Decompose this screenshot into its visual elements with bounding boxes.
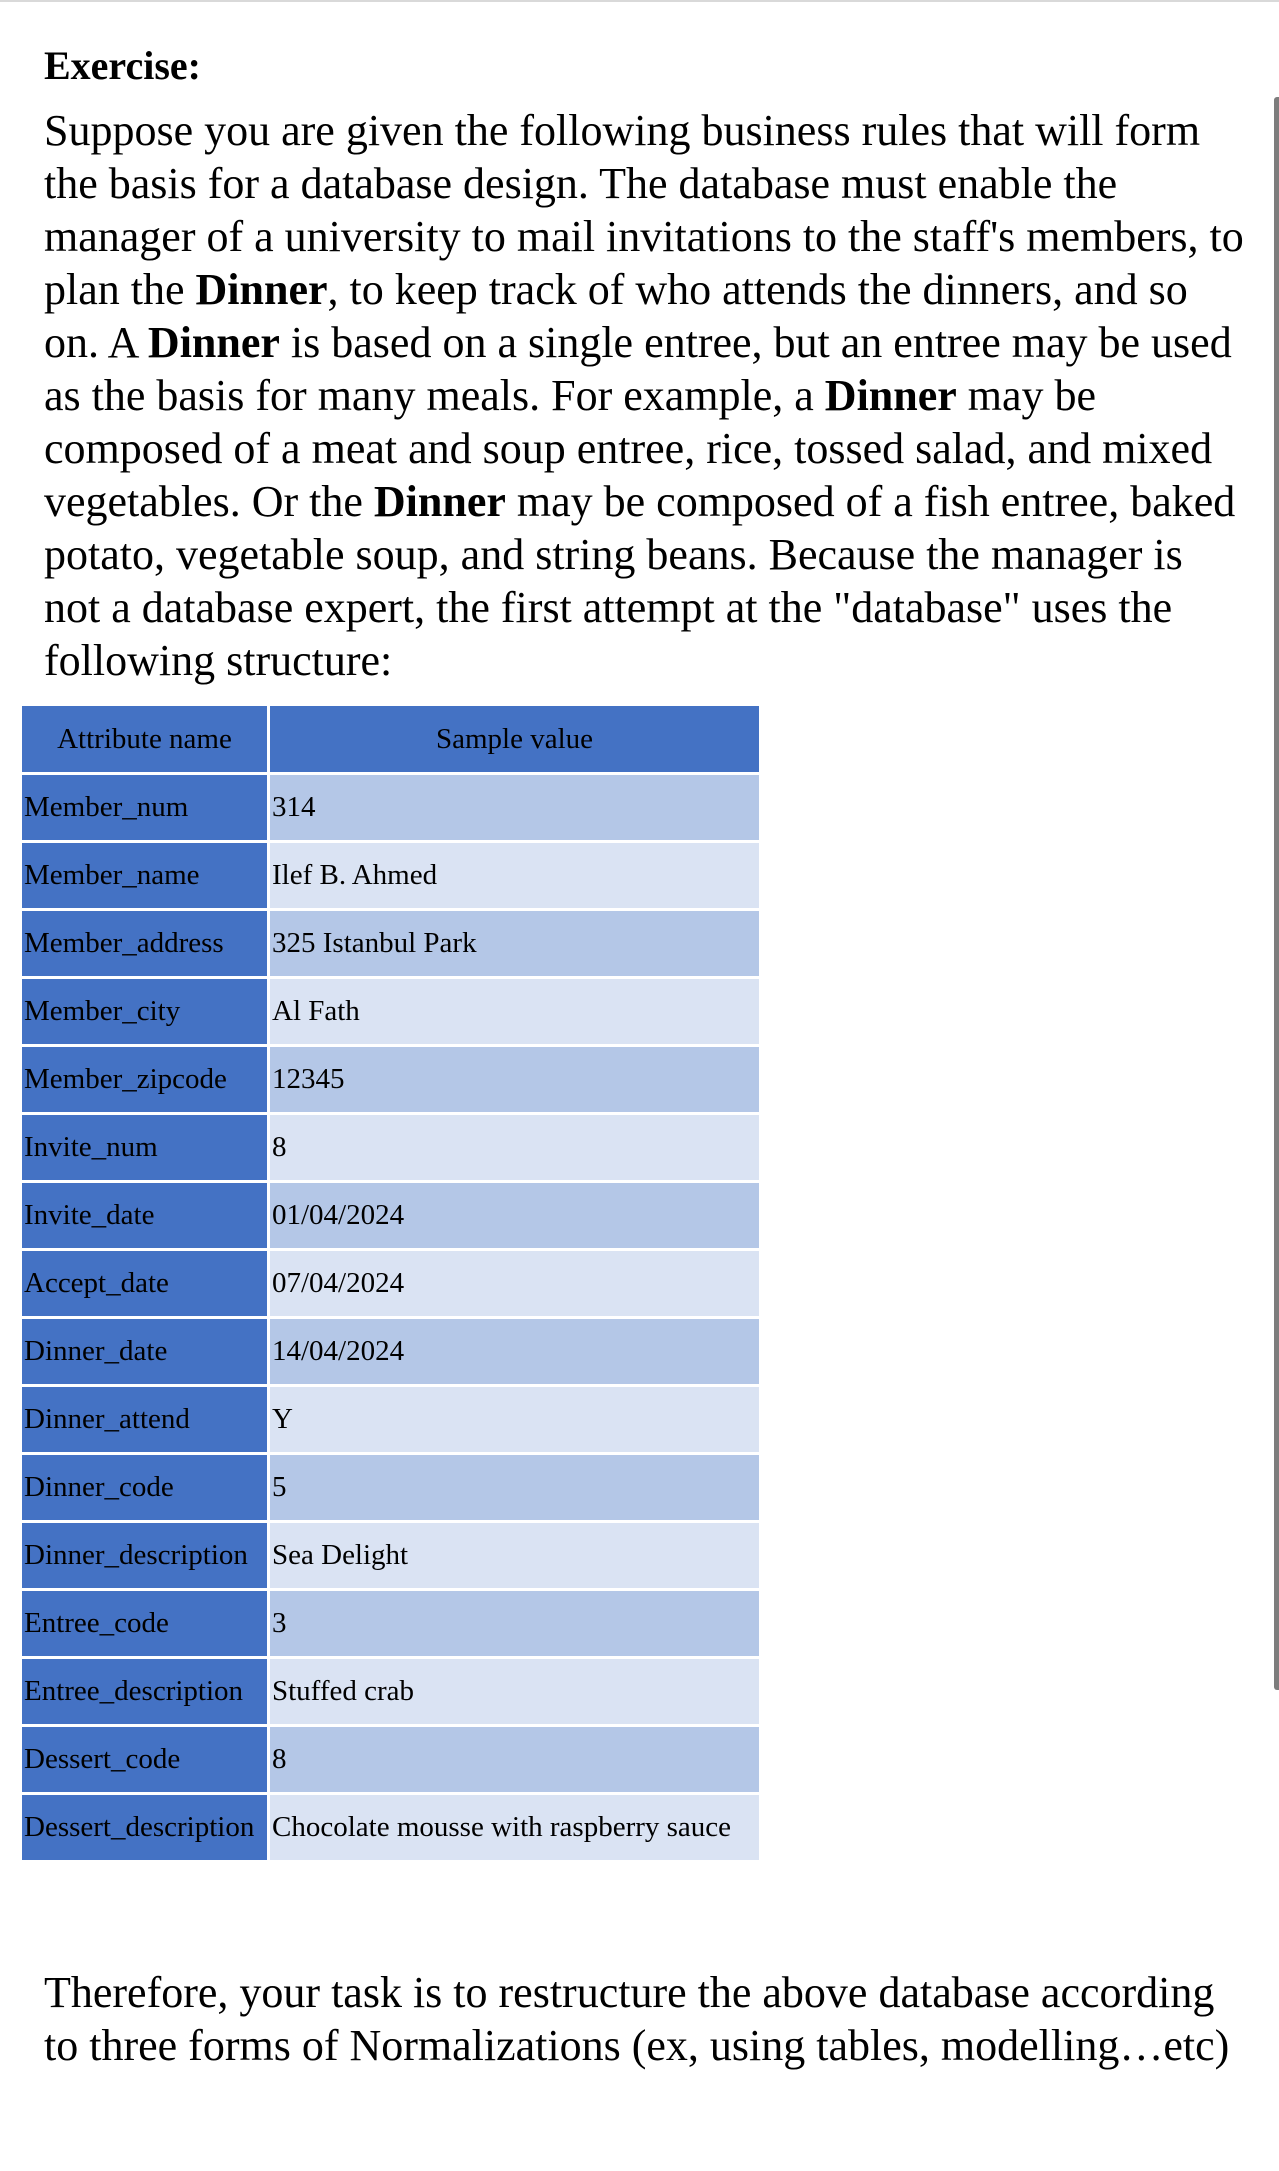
attribute-cell: Member_num (22, 774, 269, 842)
table-row (22, 1794, 759, 1862)
table-row (22, 978, 759, 1046)
table-row (22, 910, 759, 978)
table-row (22, 1386, 759, 1454)
value-cell: 314 (269, 774, 760, 842)
top-divider (0, 0, 1279, 2)
exercise-heading: Exercise: (44, 43, 201, 88)
intro-text-3: is based on a single entree, but an entree may be used as the basis for many meals. For example, a (44, 318, 1232, 420)
attribute-table (22, 706, 759, 1863)
intro-text-4: may be composed of a meat and soup entree, rice, tossed salad, and mixed vegetables. Or the (44, 371, 1213, 526)
table-row (22, 774, 759, 842)
attribute-cell: Invite_num (22, 1114, 269, 1182)
header-attribute-name: Attribute name (22, 706, 269, 774)
value-cell: 8 (269, 1114, 760, 1182)
table-row (22, 1114, 759, 1182)
attribute-cell: Dinner_code (22, 1454, 269, 1522)
intro-bold-dinner-1: Dinner (195, 265, 328, 314)
value-cell: 325 Istanbul Park (269, 910, 760, 978)
table-row (22, 1046, 759, 1114)
value-cell: Y (269, 1386, 760, 1454)
table-row (22, 1454, 759, 1522)
value-cell: 3 (269, 1590, 760, 1658)
value-cell: Ilef B. Ahmed (269, 842, 760, 910)
value-cell: Sea Delight (269, 1522, 760, 1590)
value-cell: 5 (269, 1454, 760, 1522)
header-sample-value: Sample value (269, 706, 760, 774)
task-paragraph: Therefore, your task is to restructure the above database according to three forms of Normalizations (ex, using tables, modelling…etc) (44, 1968, 1230, 2070)
attribute-cell: Dessert_code (22, 1726, 269, 1794)
attribute-cell: Accept_date (22, 1250, 269, 1318)
intro-bold-dinner-4: Dinner (373, 477, 506, 526)
attribute-cell: Member_zipcode (22, 1046, 269, 1114)
value-cell: Stuffed crab (269, 1658, 760, 1726)
table-row (22, 842, 759, 910)
table-row (22, 1522, 759, 1590)
attribute-cell: Member_city (22, 978, 269, 1046)
table-row (22, 1726, 759, 1794)
attribute-cell: Member_address (22, 910, 269, 978)
table-row (22, 1590, 759, 1658)
scrollbar[interactable] (1274, 97, 1279, 1690)
table-header-row (22, 706, 759, 774)
intro-text-5: may be composed of a fish entree, baked potato, vegetable soup, and string beans. Because the manager is not a database expert, the first attempt at the "database" uses the following structure: (44, 477, 1236, 685)
attribute-cell: Dinner_attend (22, 1386, 269, 1454)
attribute-cell: Entree_code (22, 1590, 269, 1658)
intro-text-2: , to keep track of who attends the dinners, and so on. A (44, 265, 1188, 367)
value-cell: Chocolate mousse with raspberry sauce (269, 1794, 760, 1862)
value-cell: 12345 (269, 1046, 760, 1114)
table-row (22, 1182, 759, 1250)
value-cell: Al Fath (269, 978, 760, 1046)
table-body (22, 774, 759, 1862)
intro-text-1: Suppose you are given the following business rules that will form the basis for a database design. The database must enable the manager of a university to mail invitations to the staff's members, to plan the (44, 106, 1244, 314)
value-cell: 01/04/2024 (269, 1182, 760, 1250)
table-row (22, 1658, 759, 1726)
table-row (22, 1318, 759, 1386)
intro-bold-dinner-2: Dinner (147, 318, 280, 367)
value-cell: 8 (269, 1726, 760, 1794)
table-row (22, 1250, 759, 1318)
value-cell: 14/04/2024 (269, 1318, 760, 1386)
intro-paragraph (44, 104, 1244, 687)
attribute-cell: Entree_description (22, 1658, 269, 1726)
attribute-cell: Dinner_date (22, 1318, 269, 1386)
attribute-cell: Invite_date (22, 1182, 269, 1250)
intro-bold-dinner-3: Dinner (824, 371, 957, 420)
attribute-cell: Dinner_description (22, 1522, 269, 1590)
attribute-cell: Dessert_description (22, 1794, 269, 1862)
value-cell: 07/04/2024 (269, 1250, 760, 1318)
attribute-cell: Member_name (22, 842, 269, 910)
